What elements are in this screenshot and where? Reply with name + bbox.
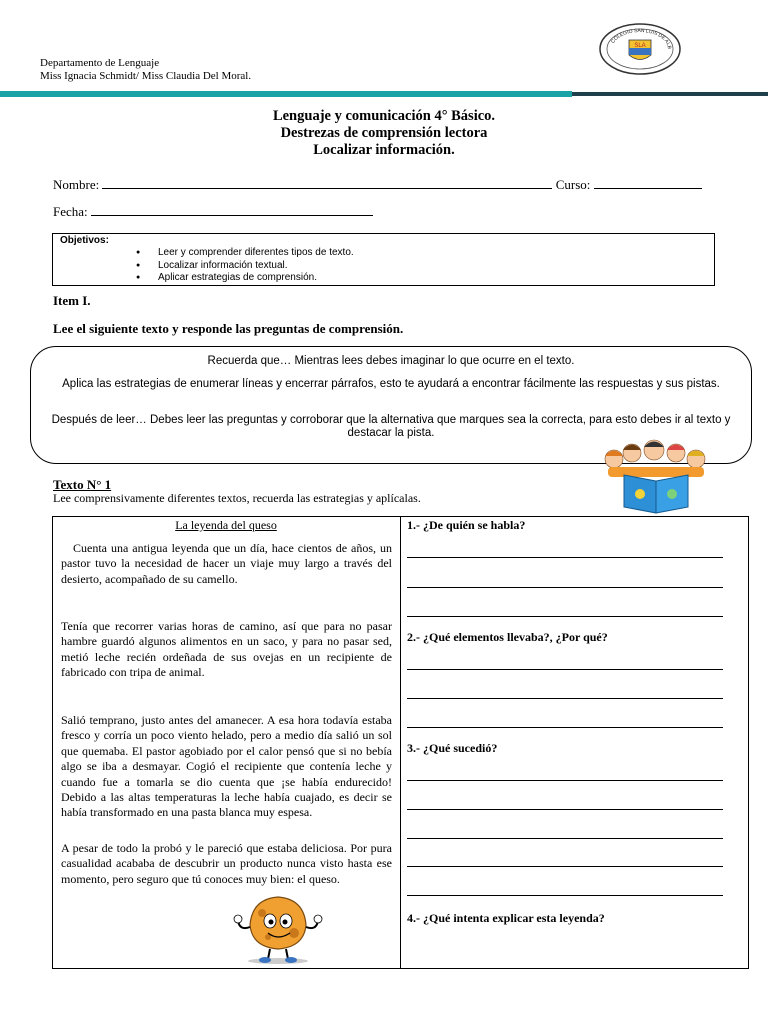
answer-line[interactable] [407, 895, 723, 896]
item-instruction: Lee el siguiente texto y responde las preguntas de comprensión. [53, 321, 404, 336]
story-paragraph: Tenía que recorrer varias horas de camino, así que para no pasar hambre guardó algunos alimentos en un saco, y para no pasar sed, metió leche recién ordeñada de sus ovejas en un recipiente de fabricado con tripa de animal. [61, 619, 392, 680]
question-4: 4.- ¿Qué intenta explicar esta leyenda? [407, 911, 605, 925]
answer-line[interactable] [407, 557, 723, 558]
kids-reading-book-illustration [600, 437, 712, 515]
department-name: Departamento de Lenguaje [40, 57, 160, 69]
worksheet-title [0, 108, 768, 159]
text-number-title: Texto N° 1 [53, 477, 112, 492]
question-1: 1.- ¿De quién se habla? [407, 518, 526, 532]
tip-paragraph-3: Después de leer… Debes leer las preguntas y corroborar que la alternativa que marques sea la correcta, para esto debes ir al texto y destacar la pista. [51, 414, 731, 439]
objective-item: ● Leer y comprender diferentes tipos de texto. [141, 247, 354, 260]
answer-line[interactable] [407, 587, 723, 588]
objective-item: ● Aplicar estrategias de comprensión. [141, 272, 354, 285]
objectives-box [52, 233, 715, 286]
item-label: Item I. [53, 293, 91, 308]
name-course-row [53, 177, 702, 193]
answer-line[interactable] [407, 780, 723, 781]
question-3: 3.- ¿Qué sucedió? [407, 741, 498, 755]
tip-paragraph-1: Recuerda que… Mientras lees debes imaginar lo que ocurre en el texto. [207, 355, 575, 367]
answer-line[interactable] [407, 669, 723, 670]
header-divider-teal [0, 91, 572, 97]
fecha-row [53, 204, 373, 220]
answer-line[interactable] [407, 838, 723, 839]
objectives-title: Objetivos: [60, 235, 109, 246]
story-paragraph: Salió temprano, justo antes del amanecer. A esa hora todavía estaba fresco y corría un poco viento helado, pero a medio día salió un sol que quemaba. El pastor agobiado por el calor pensó que si no bebía algo se iba a desmayar. Cogió el recipiente que contenía leche y cuando fue a tomarla se dio cuenta que ¡se había endurecido! Debido a las altas temperaturas la leche había cuajado, es decir se había transformado en una pasta blanca muy espesa. [61, 713, 392, 820]
fecha-field[interactable] [91, 205, 373, 216]
fecha-label: Fecha: [53, 204, 88, 219]
answer-line[interactable] [407, 866, 723, 867]
teacher-names: Miss Ignacia Schmidt/ Miss Claudia Del Moral. [40, 70, 252, 82]
title-line-1: Lenguaje y comunicación 4° Básico. [272, 108, 496, 124]
cheese-character-illustration [232, 891, 324, 965]
objectives-list [141, 247, 354, 285]
nombre-label: Nombre: [53, 177, 100, 192]
header-divider-dark [572, 92, 768, 96]
nombre-field[interactable] [102, 178, 552, 189]
header-info [40, 57, 251, 83]
column-divider [400, 516, 401, 968]
story-paragraph: Cuenta una antigua leyenda que un día, hace cientos de años, un pastor tuvo la necesidad de hacer un viaje muy largo a través del desierto, acompañado de su camello. [61, 541, 392, 586]
title-line-3: Localizar información. [313, 142, 455, 158]
seal-text: COLEGIO SAN LUIS DE ALB [610, 27, 673, 50]
answer-line[interactable] [407, 616, 723, 617]
story-title: La leyenda del queso [175, 518, 277, 532]
school-seal-logo [598, 22, 682, 76]
tip-paragraph-2: Aplica las estrategias de enumerar líneas y encerrar párrafos, esto te ayudará a encontrar fácilmente las respuestas y sus pistas. [62, 378, 720, 390]
seal-initials: SLA [634, 43, 646, 49]
curso-field[interactable] [594, 178, 702, 189]
text-instruction: Lee comprensivamente diferentes textos, recuerda las estrategias y aplícalas. [53, 491, 421, 505]
answer-line[interactable] [407, 698, 723, 699]
objective-item: ● Localizar información textual. [141, 260, 354, 273]
title-line-2: Destrezas de comprensión lectora [280, 125, 488, 141]
curso-label: Curso: [555, 177, 591, 192]
answer-line[interactable] [407, 809, 723, 810]
answer-line[interactable] [407, 727, 723, 728]
story-paragraph: A pesar de todo la probó y le pareció que estaba deliciosa. Por pura casualidad acababa de descubrir un producto nunca visto hasta ese momento, pero seguro que tú conoces muy bien: el queso. [61, 841, 392, 886]
question-2: 2.- ¿Qué elementos llevaba?, ¿Por qué? [407, 630, 608, 644]
